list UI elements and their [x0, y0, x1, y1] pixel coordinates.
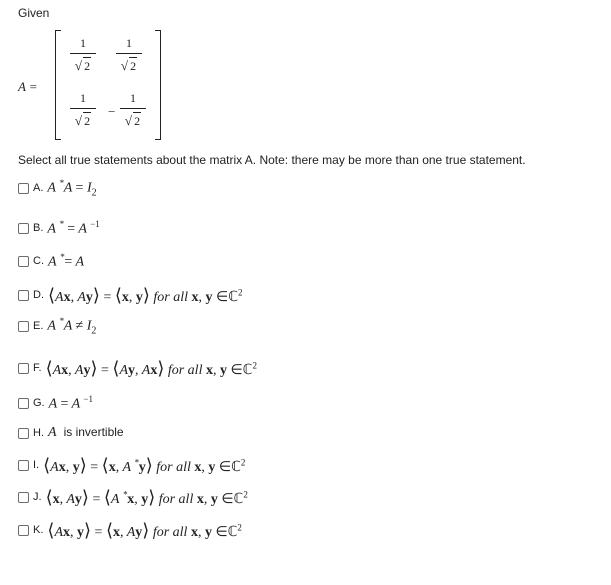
option-g-expression: A = A $^{-1}$	[48, 393, 93, 412]
option-c-expression: A *= A	[48, 251, 85, 270]
option-f-checkbox[interactable]	[18, 363, 29, 374]
option-f[interactable]	[18, 359, 257, 377]
option-b-letter: B.	[33, 222, 44, 234]
option-c[interactable]	[18, 252, 84, 270]
option-h-letter: H.	[33, 427, 44, 439]
matrix-entry-1-2: 1 √ 2	[116, 36, 142, 73]
option-e-checkbox[interactable]	[18, 321, 29, 332]
matrix-left-bracket	[55, 30, 61, 140]
option-i-expression: ⟨Ax, y⟩ = ⟨x, A *y⟩ for all x, y ∈ℂ$^2$	[43, 454, 246, 476]
option-a-expression: A $^*A = I_2$	[47, 177, 97, 199]
option-h-expression: A is invertible	[48, 425, 124, 440]
option-e[interactable]	[18, 317, 96, 335]
matrix-entry-2-1: 1 √ 2	[70, 91, 96, 128]
matrix-negative-sign: −	[108, 104, 116, 119]
option-k-letter: K.	[33, 524, 44, 536]
option-d-expression: ⟨Ax, Ay⟩ = ⟨x, y⟩ for all x, y ∈ℂ$^2$	[48, 284, 243, 306]
option-a[interactable]	[18, 179, 97, 197]
option-h[interactable]	[18, 424, 124, 442]
matrix-name: A	[18, 79, 26, 94]
question-prompt: Select all true statements about the matrix A. Note: there may be more than one true statement.	[18, 153, 526, 167]
option-a-letter: A.	[33, 182, 44, 194]
option-j-checkbox[interactable]	[18, 492, 29, 503]
option-j-expression: ⟨x, Ay⟩ = ⟨A *x, y⟩ for all x, y ∈ℂ$^2$	[45, 486, 248, 508]
option-j-letter: J.	[33, 491, 42, 503]
option-j[interactable]	[18, 488, 248, 506]
matrix-entry-1-1: 1 √ 2	[70, 36, 96, 73]
option-k[interactable]	[18, 521, 242, 539]
matrix-entry-2-2: 1 √ 2	[120, 91, 146, 128]
option-d-checkbox[interactable]	[18, 290, 29, 301]
option-e-letter: E.	[33, 320, 44, 332]
option-c-letter: C.	[33, 255, 44, 267]
option-a-checkbox[interactable]	[18, 183, 29, 194]
option-g-checkbox[interactable]	[18, 398, 29, 409]
option-c-checkbox[interactable]	[18, 256, 29, 267]
option-i-checkbox[interactable]	[18, 460, 29, 471]
option-h-checkbox[interactable]	[18, 428, 29, 439]
option-d[interactable]	[18, 286, 243, 304]
option-e-expression: A $^*A \ne I_2$	[47, 315, 97, 337]
option-i-letter: I.	[33, 459, 40, 471]
option-i[interactable]	[18, 456, 245, 474]
option-d-letter: D.	[33, 289, 44, 301]
matrix-label	[18, 79, 37, 95]
option-f-letter: F.	[33, 362, 42, 374]
given-label: Given	[18, 6, 50, 20]
matrix-equals: =	[29, 79, 37, 94]
option-k-expression: ⟨Ax, y⟩ = ⟨x, Ay⟩ for all x, y ∈ℂ$^2$	[47, 519, 242, 541]
option-f-expression: ⟨Ax, Ay⟩ = ⟨Ay, Ax⟩ for all x, y ∈ℂ$^2$	[45, 357, 257, 379]
option-b[interactable]	[18, 219, 100, 237]
option-g-letter: G.	[33, 397, 45, 409]
option-b-expression: A * = A $^{-1}$	[47, 218, 100, 237]
option-g[interactable]	[18, 394, 93, 412]
matrix-right-bracket	[155, 30, 161, 140]
option-k-checkbox[interactable]	[18, 525, 29, 536]
option-b-checkbox[interactable]	[18, 223, 29, 234]
